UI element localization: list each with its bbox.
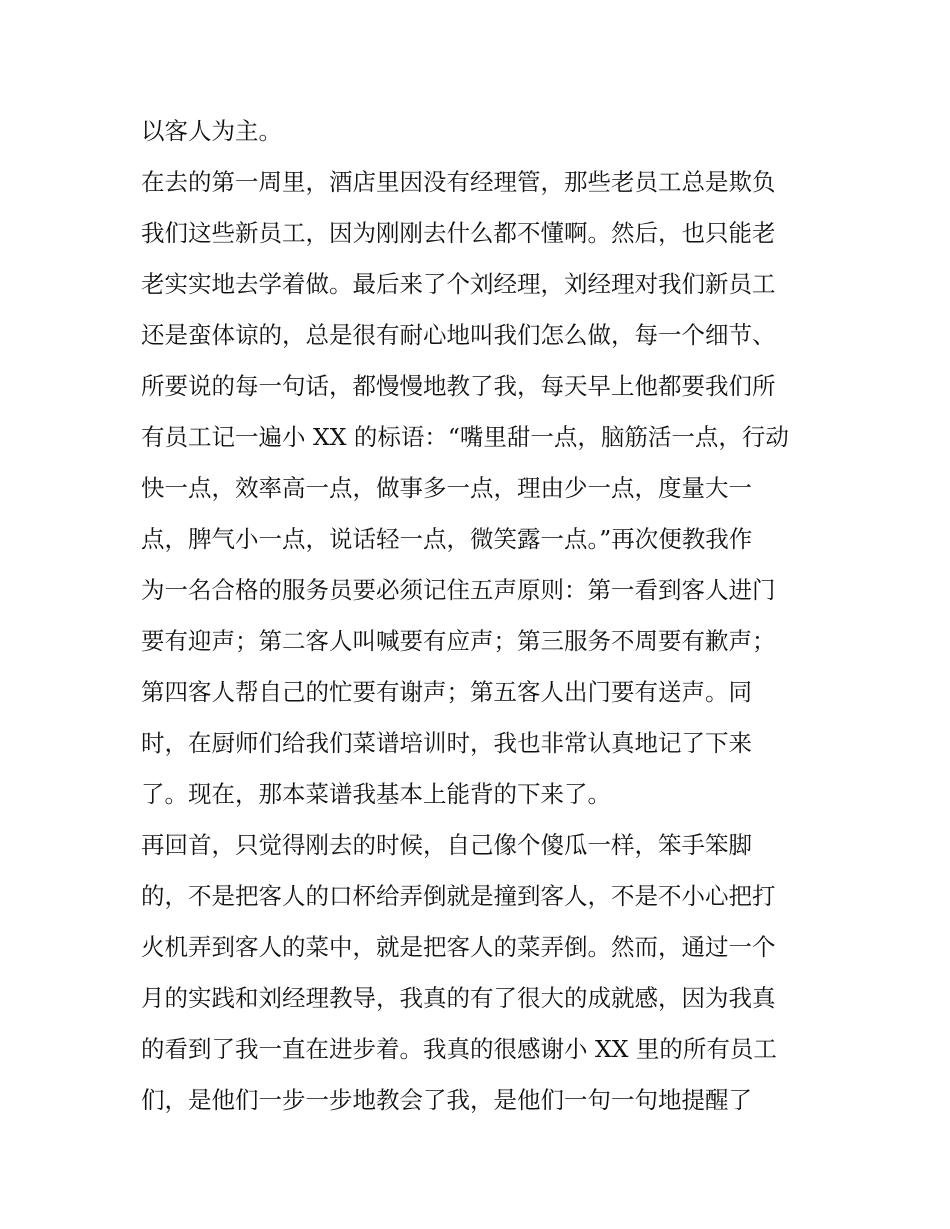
text-line: 的，不是把客人的口杯给弄倒就是撞到客人，不是不小心把打: [141, 882, 776, 910]
text-line: 月的实践和刘经理教导，我真的有了很大的成就感，因为我真: [141, 984, 776, 1012]
text-line: 有员工记一遍小 XX 的标语：“嘴里甜一点，脑筋活一点，行动: [141, 423, 789, 451]
document-body: [141, 106, 821, 1126]
text-line: 点，脾气小一点，说话轻一点，微笑露一点。”再次便教我作: [141, 525, 753, 553]
text-line: 第四客人帮自己的忙要有谢声；第五客人出门要有送声。同: [141, 678, 752, 706]
text-line: 再回首，只觉得刚去的时候，自己像个傻瓜一样，笨手笨脚: [141, 831, 752, 859]
text-line: 还是蛮体谅的，总是很有耐心地叫我们怎么做，每一个细节、: [141, 321, 776, 349]
text-line: 们，是他们一步一步地教会了我，是他们一句一句地提醒了: [141, 1086, 752, 1114]
text-line: 的看到了我一直在进步着。我真的很感谢小 XX 里的所有员工: [141, 1035, 777, 1063]
text-line: 火机弄到客人的菜中，就是把客人的菜弄倒。然而，通过一个: [141, 933, 776, 961]
text-line: 了。现在，那本菜谱我基本上能背的下来了。: [141, 780, 611, 808]
text-line: 为一名合格的服务员要必须记住五声原则：第一看到客人进门: [141, 576, 776, 604]
text-line: 老实实地去学着做。最后来了个刘经理，刘经理对我们新员工: [141, 270, 776, 298]
text-line: 所要说的每一句话，都慢慢地教了我，每天早上他都要我们所: [141, 372, 776, 400]
text-line: 要有迎声；第二客人叫喊要有应声；第三服务不周要有歉声；: [141, 627, 776, 655]
text-line: 在去的第一周里，酒店里因没有经理管，那些老员工总是欺负: [141, 168, 776, 196]
text-line: 快一点，效率高一点，做事多一点，理由少一点，度量大一: [141, 474, 752, 502]
text-line: 以客人为主。: [141, 117, 282, 145]
text-line: 我们这些新员工，因为刚刚去什么都不懂啊。然后，也只能老: [141, 219, 776, 247]
text-line: 时，在厨师们给我们菜谱培训时，我也非常认真地记了下来: [141, 729, 752, 757]
